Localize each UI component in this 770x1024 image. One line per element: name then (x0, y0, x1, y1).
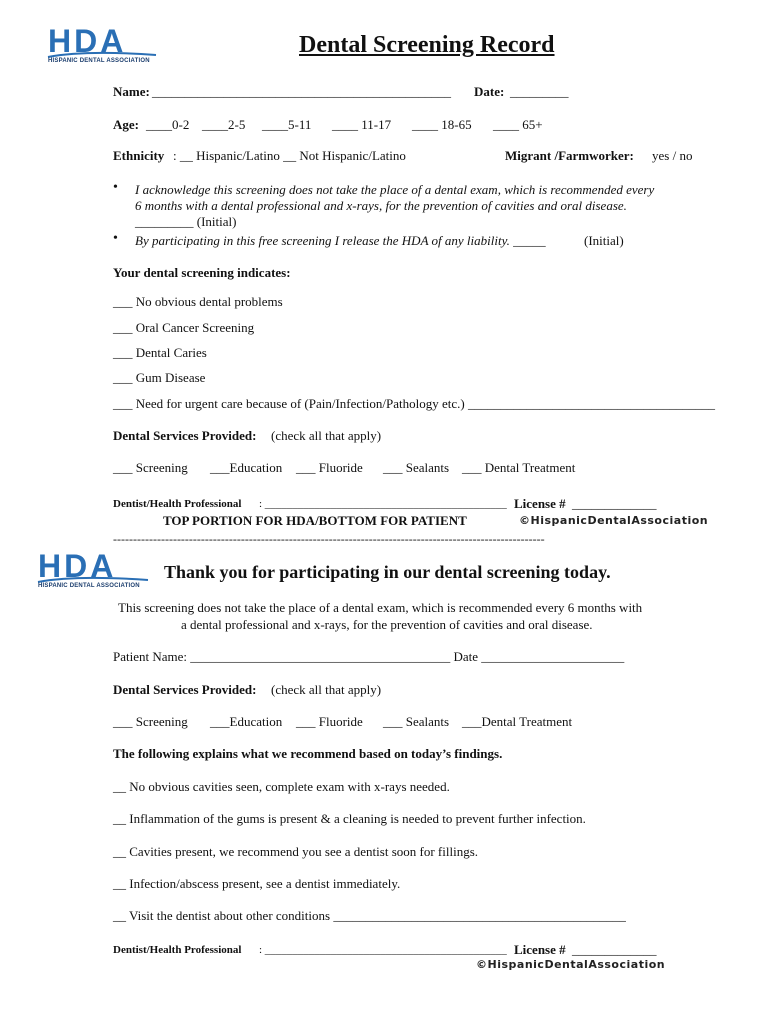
indicates-item-no-problems[interactable]: ___ No obvious dental problems (113, 294, 283, 309)
acknowledge-line-2: 6 months with a dental professional and x-rays, for the prevention of cavities and oral disease. (135, 198, 627, 213)
indicates-item-caries[interactable]: ___ Dental Caries (113, 345, 207, 360)
age-option-18-65[interactable]: ____ 18-65 (412, 117, 472, 132)
service-education-bottom[interactable]: ___Education (210, 714, 283, 729)
indicates-item-urgent-care[interactable]: ___ Need for urgent care because of (Pain/Infection/Pathology etc.) ______________________________________ (113, 396, 715, 411)
age-option-65-plus[interactable]: ____ 65+ (493, 117, 543, 132)
age-option-0-2[interactable]: ____0-2 (146, 117, 190, 132)
services-label-bottom: Dental Services Provided: (113, 682, 257, 697)
logo-subtitle: HISPANIC DENTAL ASSOCIATION (38, 583, 140, 589)
services-label: Dental Services Provided: (113, 428, 257, 443)
date-field[interactable]: _________ (510, 84, 569, 99)
ethnicity-label: Ethnicity (113, 148, 165, 163)
copyright-text: ©HispanicDentalAssociation (519, 514, 709, 527)
svg-text:HDA: HDA (48, 23, 127, 59)
form-title: Dental Screening Record (299, 32, 555, 58)
dentist-field[interactable]: : ____________________________________________ (259, 498, 507, 510)
ethnicity-options[interactable]: : __ Hispanic/Latino __ Not Hispanic/Latino (173, 148, 406, 163)
license-label-bottom: License # (514, 942, 566, 957)
service-sealants-bottom[interactable]: ___ Sealants (383, 714, 450, 729)
acknowledge-initial-field[interactable]: _________ (Initial) (135, 214, 237, 229)
indicates-item-gum-disease[interactable]: ___ Gum Disease (113, 370, 206, 385)
patient-name-field[interactable]: Patient Name: ________________________________________ Date ______________________ (113, 649, 625, 664)
notice-line-1: This screening does not take the place of a dental exam, which is recommended every 6 months with (118, 600, 643, 615)
age-label: Age: (113, 117, 139, 132)
release-initial-field[interactable]: (Initial) (584, 233, 624, 248)
service-education[interactable]: ___Education (210, 460, 283, 475)
date-label: Date: (474, 84, 505, 99)
notice-line-2: a dental professional and x-rays, for the prevention of cavities and oral disease. (181, 617, 593, 632)
license-field[interactable]: _____________ (572, 496, 657, 511)
bullet-icon: • (113, 180, 118, 195)
recommend-item-cavities[interactable]: __ Cavities present, we recommend you see a dentist soon for fillings. (113, 844, 479, 859)
migrant-label: Migrant /Farmworker: (505, 148, 634, 163)
logo-subtitle: HISPANIC DENTAL ASSOCIATION (48, 58, 150, 64)
service-sealants[interactable]: ___ Sealants (383, 460, 450, 475)
dentist-field-bottom[interactable]: : ____________________________________________ (259, 944, 507, 956)
services-hint-bottom: (check all that apply) (271, 682, 382, 697)
service-screening[interactable]: ___ Screening (113, 460, 188, 475)
age-option-2-5[interactable]: ____2-5 (202, 117, 246, 132)
dentist-label-bottom: Dentist/Health Professional (113, 944, 242, 956)
thank-you-title: Thank you for participating in our dental screening today. (164, 562, 611, 582)
copyright-text-bottom: ©HispanicDentalAssociation (476, 958, 666, 971)
license-label: License # (514, 496, 566, 511)
recommend-item-inflammation[interactable]: __ Inflammation of the gums is present & a cleaning is needed to prevent further infection. (113, 811, 586, 826)
hda-logo-top (46, 22, 164, 68)
service-dental-treatment[interactable]: ___ Dental Treatment (462, 460, 576, 475)
age-option-11-17[interactable]: ____ 11-17 (332, 117, 392, 132)
license-field-bottom[interactable]: _____________ (572, 942, 657, 957)
recommend-item-infection[interactable]: __ Infection/abscess present, see a dentist immediately. (113, 876, 401, 891)
recommend-heading: The following explains what we recommend based on today’s findings. (113, 746, 503, 761)
split-note: TOP PORTION FOR HDA/BOTTOM FOR PATIENT (163, 513, 467, 528)
service-fluoride-bottom[interactable]: ___ Fluoride (296, 714, 363, 729)
service-screening-bottom[interactable]: ___ Screening (113, 714, 188, 729)
bullet-icon: • (113, 231, 118, 246)
service-dental-treatment-bottom[interactable]: ___Dental Treatment (462, 714, 573, 729)
dentist-label: Dentist/Health Professional (113, 498, 242, 510)
recommend-item-no-cavities[interactable]: __ No obvious cavities seen, complete exam with x-rays needed. (113, 779, 450, 794)
age-option-5-11[interactable]: ____5-11 (262, 117, 312, 132)
indicates-heading: Your dental screening indicates: (113, 265, 291, 280)
services-hint: (check all that apply) (271, 428, 382, 443)
name-field[interactable]: ______________________________________________ (152, 84, 451, 99)
migrant-options[interactable]: yes / no (652, 148, 693, 163)
release-text: By participating in this free screening I release the HDA of any liability. _____ (135, 233, 546, 248)
service-fluoride[interactable]: ___ Fluoride (296, 460, 363, 475)
acknowledge-line-1: I acknowledge this screening does not take the place of a dental exam, which is recommended every (135, 182, 655, 197)
cut-line: ------------------------------------------------------------------------------------------------------------ (113, 532, 545, 546)
indicates-item-oral-cancer[interactable]: ___ Oral Cancer Screening (113, 320, 255, 335)
name-label: Name: (113, 84, 150, 99)
svg-text:HDA: HDA (38, 548, 117, 584)
recommend-item-other[interactable]: __ Visit the dentist about other conditions _____________________________________________ (113, 908, 626, 923)
hda-logo-bottom (36, 547, 156, 593)
